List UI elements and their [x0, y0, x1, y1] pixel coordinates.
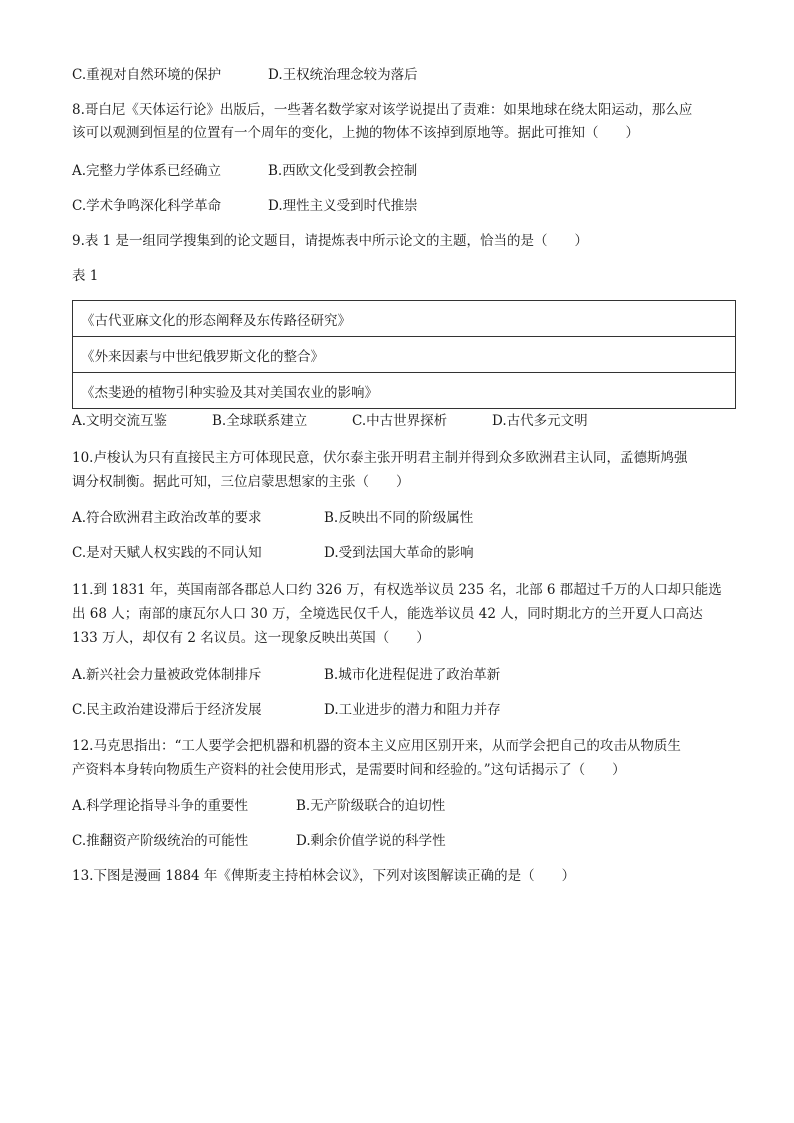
- table-cell: 《古代亚麻文化的形态阐释及东传路径研究》: [73, 301, 736, 337]
- table-cell: 《杰斐逊的植物引种实验及其对美国农业的影响》: [73, 373, 736, 409]
- q11-stem-line-3: 133 万人，却仅有 2 名议员。这一现象反映出英国（ ）: [72, 630, 430, 646]
- q9-table-caption: 表 1: [72, 268, 99, 284]
- q8-stem-line-1: 8.哥白尼《天体运行论》出版后，一些著名数学家对该学说提出了责难：如果地球在绕太阳运动，那么应: [72, 102, 693, 118]
- q11-option-c: C.民主政治建设滞后于经济发展: [72, 702, 262, 718]
- q12-stem-line-1: 12.马克思指出：“工人要学会把机器和机器的资本主义应用区别开来，从而学会把自己的攻击从物质生: [72, 738, 681, 754]
- q10-stem-line-2: 调分权制衡。据此可知，三位启蒙思想家的主张（ ）: [72, 474, 410, 490]
- q9-option-a: A.文明交流互鉴: [72, 413, 168, 429]
- q12-option-c: C.推翻资产阶级统治的可能性: [72, 833, 249, 849]
- q11-stem-line-2: 出 68 人；南部的康瓦尔人口 30 万，全境选民仅千人，能选举议员 42 人，同时期北方的兰开夏人口高达: [72, 606, 703, 622]
- q9-option-d: D.古代多元文明: [492, 413, 588, 429]
- table-row: [73, 301, 736, 337]
- q10-option-c: C.是对天赋人权实践的不同认知: [72, 545, 262, 561]
- q8-option-a: A.完整力学体系已经确立: [72, 163, 222, 179]
- q10-option-d: D.受到法国大革命的影响: [324, 545, 474, 561]
- q11-option-a: A.新兴社会力量被政党体制排斥: [72, 667, 262, 683]
- q12-option-b: B.无产阶级联合的迫切性: [296, 798, 446, 814]
- q9-topics-table: [72, 300, 736, 409]
- q11-stem-line-1: 11.到 1831 年，英国南部各郡总人口约 326 万，有权选举议员 235 名，北部 6 郡超过千万的人口却只能选: [72, 582, 722, 598]
- table-cell: 《外来因素与中世纪俄罗斯文化的整合》: [73, 337, 736, 373]
- q7-option-c: C.重视对自然环境的保护: [72, 67, 222, 83]
- q10-option-a: A.符合欧洲君主政治改革的要求: [72, 510, 262, 526]
- q11-option-b: B.城市化进程促进了政治革新: [324, 667, 501, 683]
- q10-stem-line-1: 10.卢梭认为只有直接民主方可体现民意，伏尔泰主张开明君主制并得到众多欧洲君主认同，孟德斯鸠强: [72, 450, 688, 466]
- q8-option-d: D.理性主义受到时代推崇: [268, 198, 418, 214]
- q8-option-c: C.学术争鸣深化科学革命: [72, 198, 222, 214]
- q8-option-b: B.西欧文化受到教会控制: [268, 163, 418, 179]
- q12-option-d: D.剩余价值学说的科学性: [296, 833, 446, 849]
- q9-option-b: B.全球联系建立: [212, 413, 308, 429]
- q12-stem-line-2: 产资料本身转向物质生产资料的社会使用形式，是需要时间和经验的。”这句话揭示了（ ）: [72, 762, 626, 778]
- q8-stem-line-2: 该可以观测到恒星的位置有一个周年的变化，上抛的物体不该掉到原地等。据此可推知（ ）: [72, 125, 639, 141]
- table-row: [73, 373, 736, 409]
- q10-option-b: B.反映出不同的阶级属性: [324, 510, 474, 526]
- table-row: [73, 337, 736, 373]
- q7-option-d: D.王权统治理念较为落后: [268, 67, 418, 83]
- q9-stem: 9.表 1 是一组同学搜集到的论文题目，请提炼表中所示论文的主题，恰当的是（ ）: [72, 233, 589, 249]
- q11-option-d: D.工业进步的潜力和阻力并存: [324, 702, 501, 718]
- q9-option-c: C.中古世界探析: [352, 413, 448, 429]
- q12-option-a: A.科学理论指导斗争的重要性: [72, 798, 249, 814]
- q13-stem: 13.下图是漫画 1884 年《俾斯麦主持柏林会议》，下列对该图解读正确的是（ ）: [72, 868, 576, 884]
